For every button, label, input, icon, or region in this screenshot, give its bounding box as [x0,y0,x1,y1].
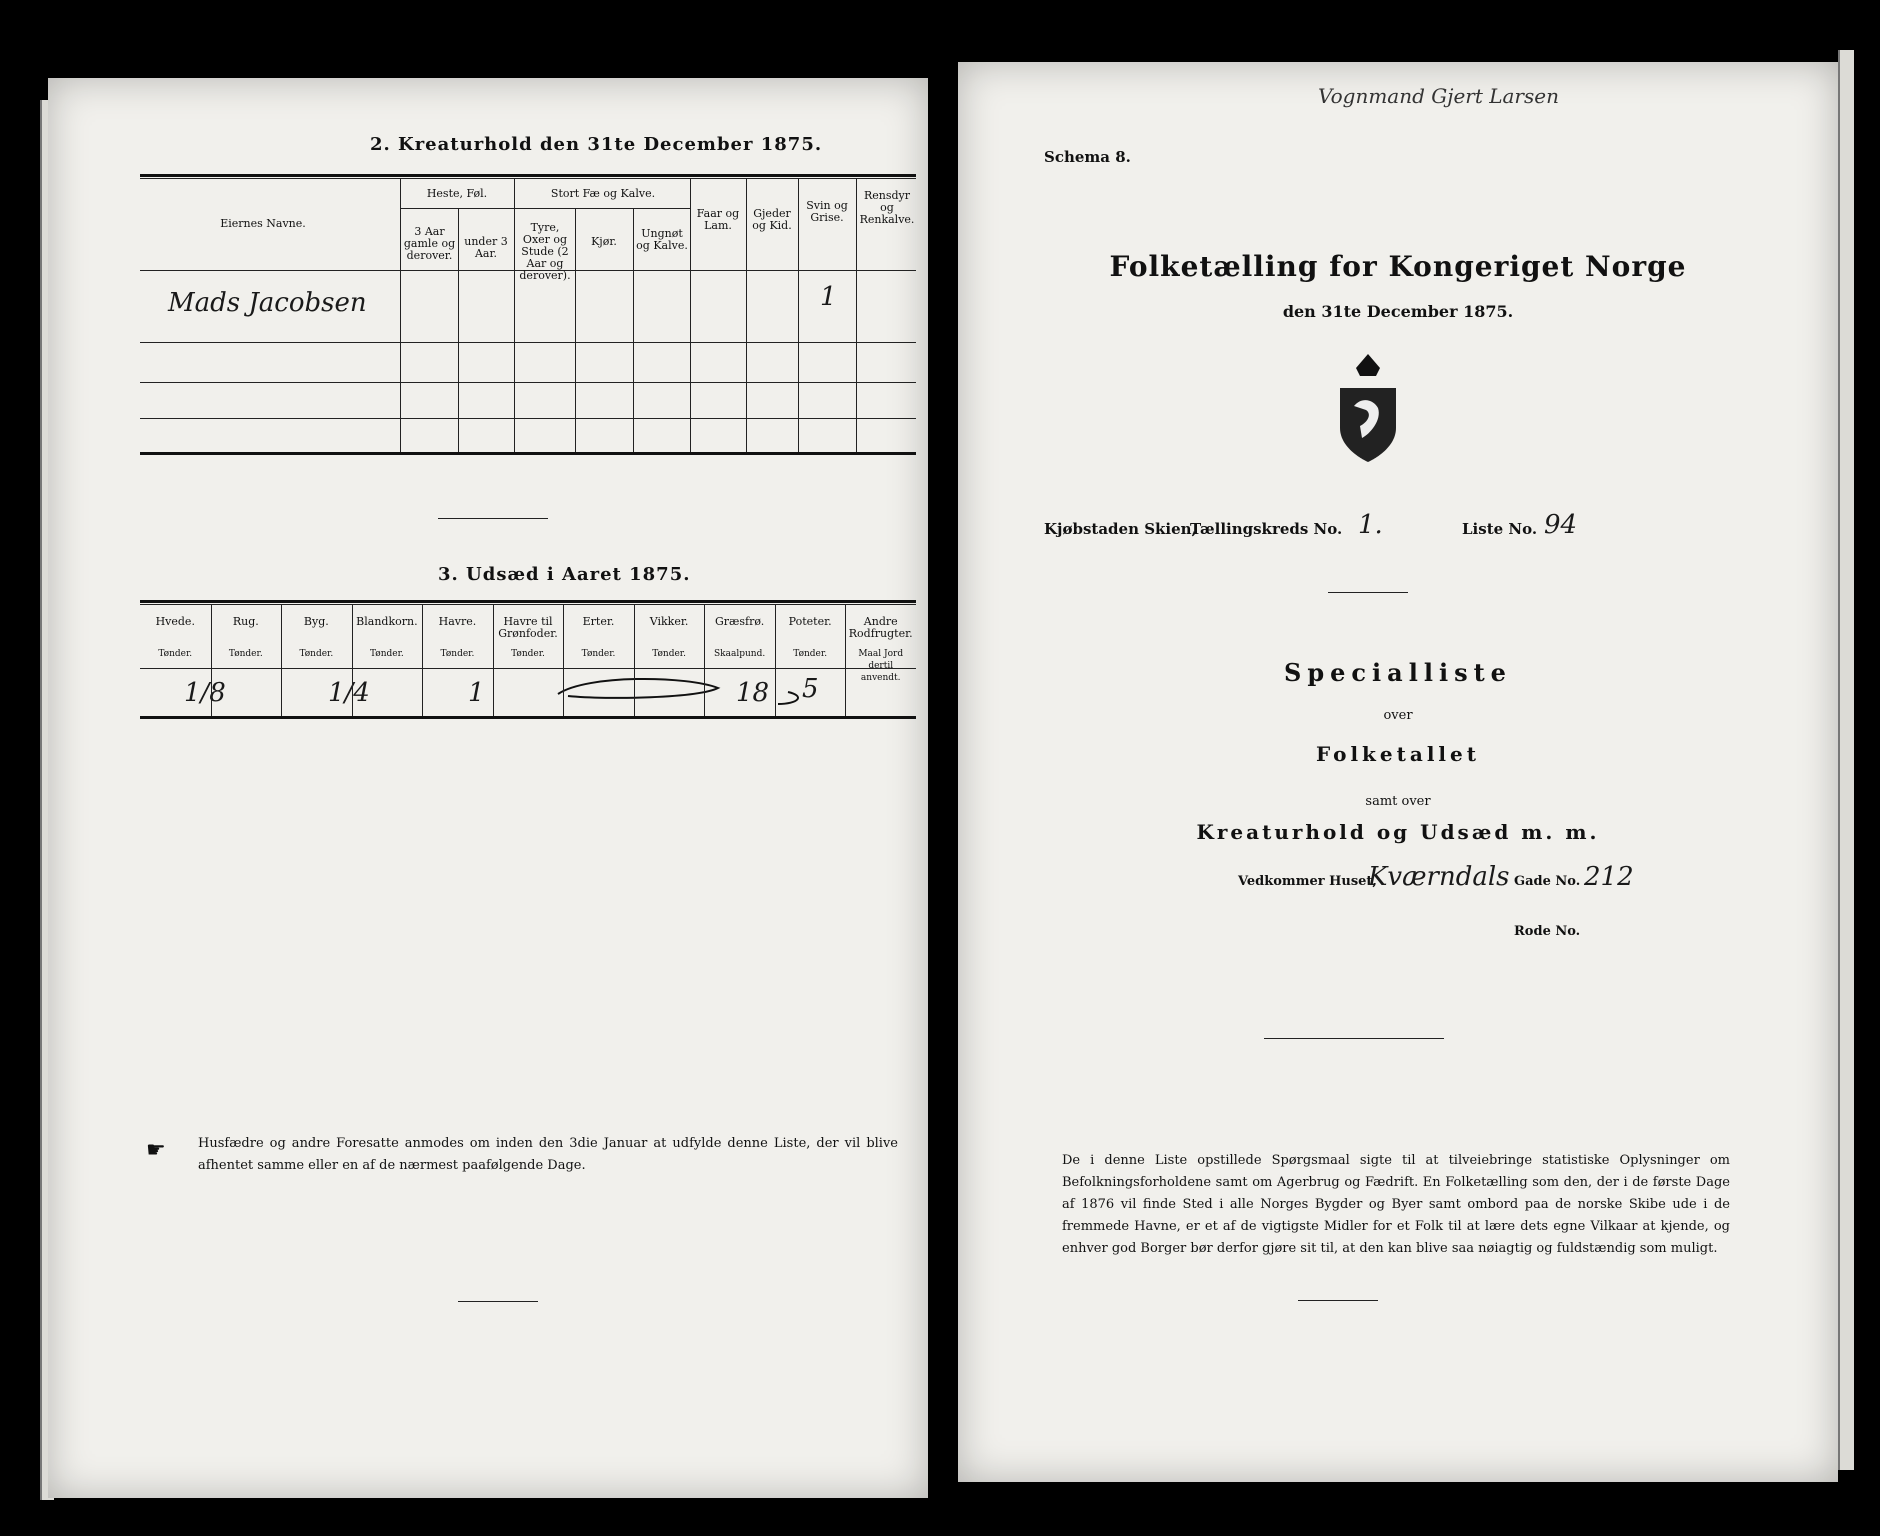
col-divider [352,604,353,716]
sowing-unit-1: Tønder. [228,649,263,659]
sowing-header-2: Byg. [303,615,329,628]
house-label: Vedkommer Huset, [1238,874,1377,889]
sowing-value-grass-seed: 18 [736,678,770,708]
header-reindeer: Rensdyr og Renkalve. [859,189,915,226]
subheader-rule [400,208,514,209]
header-goats: Gjeder og Kid. [752,207,792,232]
col-divider [281,604,282,716]
header-cattle-cows: Kjør. [591,235,617,248]
col-divider [458,208,459,452]
separator [1264,1038,1444,1039]
street-value: Kværndals [1368,862,1510,892]
sowing-header-5: Havre til Grønfoder. [498,615,558,640]
col-divider [798,178,799,452]
section3-title: 3. Udsæd i Aaret 1875. [438,564,691,585]
separator [458,1301,538,1302]
sowing-unit-5: Tønder. [511,649,545,659]
col-divider [746,178,747,452]
district-value: 1. [1358,510,1383,540]
sowing-value-oats: 1 [468,678,485,708]
sowing-value-barley: 1/4 [328,678,370,708]
page-title: Folketælling for Kongeriget Norge [1109,250,1687,283]
section2-title: 2. Kreaturhold den 31te December 1875. [370,134,823,155]
handwritten-top: Vognmand Gjert Larsen [1318,84,1559,108]
sowing-header-3: Blandkorn. [356,615,418,628]
gade-label: Gade No. [1514,874,1581,889]
sowing-unit-7: Tønder. [652,649,686,659]
table-rule [140,604,916,605]
sowing-unit-10: Maal Jord dertil anvendt. [858,649,904,683]
page-date: den 31te December 1875. [1282,302,1514,321]
over-text-1: over [1383,708,1413,723]
sowing-header-9: Poteter. [788,615,832,628]
col-divider [563,604,564,716]
sowing-header-1: Rug. [232,615,259,628]
header-horses-old: 3 Aar gamle og derover. [403,225,456,262]
list-value: 94 [1544,510,1578,540]
header-horses-young: under 3 Aar. [464,235,508,260]
notice-text: Husfædre og andre Foresatte anmodes om inden den 3die Januar at udfylde denne Liste, der vil blive afhentet samme eller en af de nærmest paafølgende Dage. [198,1136,898,1173]
header-horses: Heste, Føl. [426,187,488,200]
subheader-rule [514,208,690,209]
rode-label: Rode No. [1514,924,1581,939]
header-cattle-bulls: Tyre, Oxer og Stude (2 Aar og derover). [519,221,571,282]
sowing-unit-6: Tønder. [581,649,616,659]
sowing-header-8: Græsfrø. [714,615,765,628]
pigs-count: 1 [820,282,837,312]
sowing-unit-9: Tønder. [793,649,828,659]
col-divider [690,178,691,452]
col-divider [400,178,401,452]
sowing-value-wheat: 1/8 [184,678,226,708]
separator [1328,592,1408,593]
header-pigs: Svin og Grise. [806,199,848,224]
sowing-header-0: Hvede. [155,615,195,628]
sowing-unit-8: Skaalpund. [714,649,766,659]
table-rule [140,342,916,343]
sowing-header-6: Erter. [582,615,615,628]
sowing-header-10: Andre Rodfrugter. [848,615,913,640]
header-sheep: Faar og Lam. [696,207,740,232]
header-cattle-young: Ungnøt og Kalve. [636,227,688,252]
kreaturhold-title: Kreaturhold og Udsæd m. m. [1196,820,1600,844]
pointing-hand-icon: ☛ [146,1138,166,1163]
header-owner: Eiernes Navne. [220,217,306,230]
separator [1298,1300,1378,1301]
col-divider [856,178,857,452]
folketallet-title: Folketallet [1316,742,1480,766]
over-text-2: samt over [1365,794,1431,809]
district-label: Tællingskreds No. [1190,520,1343,538]
col-divider [493,604,494,716]
col-divider [211,604,212,716]
col-divider [775,604,776,716]
left-page [48,78,928,1498]
table-rule [140,382,916,383]
sowing-header-4: Havre. [438,615,477,628]
place-label: Kjøbstaden Skien, [1044,520,1197,538]
table-rule [140,668,916,669]
col-divider [633,208,634,452]
schema-label: Schema 8. [1044,148,1131,166]
sowing-header-7: Vikker. [649,615,689,628]
norwegian-coat-of-arms-icon [1326,348,1410,468]
right-page [958,62,1838,1482]
col-divider [704,604,705,716]
sowing-value-potatoes: 5 [802,674,819,704]
table-rule [140,452,916,455]
page-stack-edge-right [1838,50,1854,1470]
special-list-title: Specialliste [1284,658,1512,687]
col-divider [514,178,515,452]
sowing-unit-0: Tønder. [158,649,193,659]
owner-name: Mads Jacobsen [168,288,367,318]
table-rule [140,178,916,179]
separator [438,518,548,519]
table-rule [140,600,916,603]
table-rule [140,418,916,419]
col-divider [634,604,635,716]
gade-value: 212 [1584,862,1634,892]
intro-paragraph: De i denne Liste opstillede Spørgsmaal sigte til at tilveiebringe statistiske Oplysninger om Befolkningsforholdene samt om Agerbrug og Fædrift. En Folketælling som den, der i de første Dage af 1876 vil finde Sted i alle Norges Bygder og Byer samt ombord paa de norske Skibe ude i de fremmede Havne, er et af de vigtigste Midler for et Folk til at lære dets egne Vilkaar at kjende, og enhver god Borger bør derfor gjøre sit til, at den kan blive saa nøiagtig og fuldstændig som muligt. [1062,1153,1730,1256]
header-cattle: Stort Fæ og Kalve. [550,187,656,200]
list-label: Liste No. [1462,520,1538,538]
handwritten-dash-stroke [548,674,808,724]
sowing-unit-3: Tønder. [370,649,404,659]
col-divider [575,208,576,452]
col-divider [845,604,846,716]
sowing-unit-4: Tønder. [440,649,475,659]
col-divider [422,604,423,716]
table-rule [140,174,916,177]
sowing-unit-2: Tønder. [299,649,334,659]
